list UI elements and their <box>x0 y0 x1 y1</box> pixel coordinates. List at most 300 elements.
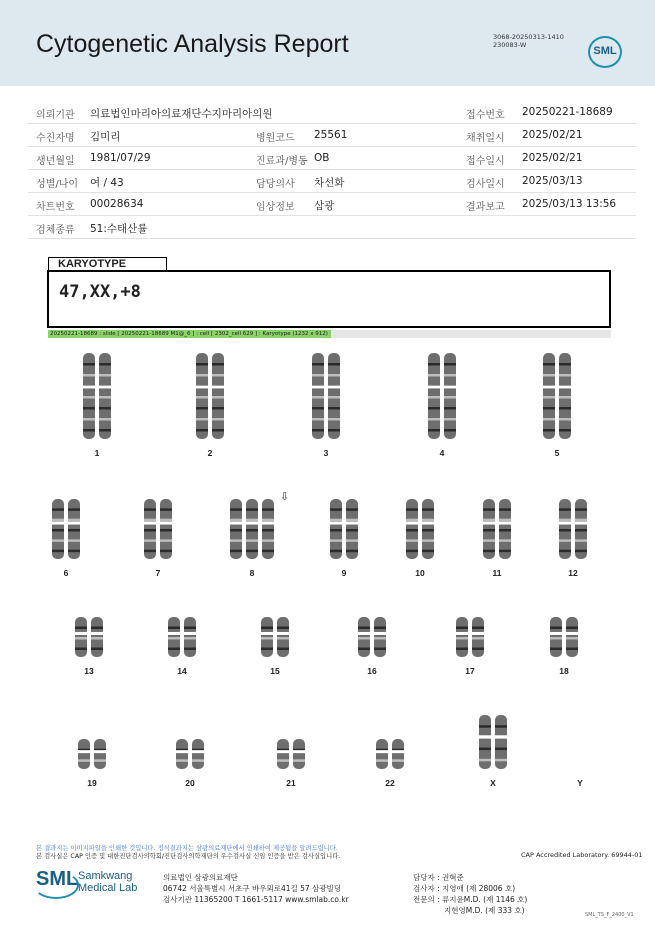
chromosome-pair-5 <box>541 352 573 440</box>
chromosome-band <box>444 429 456 432</box>
chromosome-band <box>422 529 434 532</box>
chromosome-band <box>444 363 456 366</box>
centromere <box>427 385 441 388</box>
chromosome-band <box>78 759 90 762</box>
centromere <box>574 522 588 525</box>
chromosome-band <box>312 407 324 410</box>
chromosome-band <box>472 627 484 630</box>
staff-line: 검사자 : 지영애 (제 28006 호) <box>413 884 516 893</box>
chromosome-band <box>99 396 111 399</box>
centromere <box>143 522 157 525</box>
chromosome-number: Y <box>577 778 583 788</box>
chromosome-band <box>428 407 440 410</box>
chromosome-band <box>212 429 224 432</box>
staff-line: 담당자 : 권혁준 <box>413 873 464 882</box>
chromosome-band <box>312 418 324 421</box>
centromere <box>183 632 197 635</box>
chromosome-band <box>483 519 495 522</box>
centromere <box>494 735 508 738</box>
report-header <box>0 0 655 86</box>
chromosome-band <box>196 418 208 421</box>
footer-note-print: 본 결과지는 이미지파일을 인쇄한 것입니다. 정식결과지는 삼광의료재단에서 인쇄하여 제공됨을 알려드립니다. <box>36 845 338 852</box>
centromere <box>191 750 205 753</box>
chromosome-band <box>91 648 103 651</box>
chromosome-band <box>196 407 208 410</box>
chromosome-band <box>559 363 571 366</box>
chromosome-band <box>346 508 358 511</box>
chromosome-band <box>575 508 587 511</box>
lab-address <box>163 872 349 905</box>
chromosome-band <box>499 539 511 542</box>
chromosome-band <box>559 407 571 410</box>
chromosome-number: 10 <box>415 568 425 578</box>
centromere <box>405 522 419 525</box>
chromosome-band <box>543 429 555 432</box>
label: 수진자명 <box>36 133 75 144</box>
chromosome-band <box>68 508 80 511</box>
chromosome-pair-18 <box>548 616 580 658</box>
chromosome-number: 15 <box>270 666 280 676</box>
chromosome-pair-13 <box>73 616 105 658</box>
centromere <box>311 385 325 388</box>
centromere <box>276 632 290 635</box>
chromosome-band <box>83 429 95 432</box>
chromosome-band <box>428 363 440 366</box>
chromosome-band <box>277 637 289 640</box>
footer-note-accreditation: 본 검사실은 CAP 인증 및 대한진단검사의학회/진단검사의학재단의 우수검사실 신임 인증을 받은 검사실입니다. <box>36 853 341 860</box>
chromosome-pair-16 <box>356 616 388 658</box>
label: 접수번호 <box>466 110 505 121</box>
centromere <box>478 735 492 738</box>
chromosome-band <box>160 550 172 553</box>
centromere <box>357 632 371 635</box>
chromosome-band <box>230 519 242 522</box>
report-title: Cytogenetic Analysis Report <box>36 30 349 58</box>
lab-staff <box>413 872 527 916</box>
value: 차선화 <box>314 177 345 189</box>
value: 김미리 <box>90 131 121 143</box>
chromosome-band <box>550 637 562 640</box>
chromosome-band <box>277 627 289 630</box>
chromosome-band <box>358 627 370 630</box>
chromosome-band <box>99 407 111 410</box>
chromosome-number: 14 <box>177 666 187 676</box>
chromosome-band <box>83 407 95 410</box>
chromosome-band <box>99 429 111 432</box>
chromosome-pair-20 <box>174 738 206 770</box>
staff-line: 전문의 : 류지윤M.D. (제 1146 호) <box>413 895 528 904</box>
centromere <box>391 750 405 753</box>
chromosome-band <box>472 637 484 640</box>
chromosome-band <box>550 648 562 651</box>
chromosome-band <box>68 519 80 522</box>
chromosome <box>293 739 305 769</box>
centromere <box>67 522 81 525</box>
chromosome-band <box>543 407 555 410</box>
chromosome-band <box>261 637 273 640</box>
chromosome-band <box>422 550 434 553</box>
chromosome-band <box>575 529 587 532</box>
chromosome-band <box>346 539 358 542</box>
value: OB <box>314 152 330 164</box>
chromosome-band <box>52 519 64 522</box>
chromosome-band <box>422 539 434 542</box>
chromosome-band <box>406 529 418 532</box>
chromosome-band <box>550 627 562 630</box>
chromosome-band <box>277 759 289 762</box>
report-code-2: 230083-W <box>493 41 527 49</box>
chromosome <box>277 739 289 769</box>
chromosome-band <box>168 627 180 630</box>
chromosome-band <box>428 429 440 432</box>
value: 2025/02/21 <box>522 129 583 141</box>
chromosome-number: 19 <box>87 778 97 788</box>
chromosome-band <box>499 508 511 511</box>
centromere <box>373 632 387 635</box>
centromere <box>159 522 173 525</box>
chromosome-band <box>312 363 324 366</box>
chromosome-pair-8 <box>228 498 276 560</box>
centromere <box>175 750 189 753</box>
chromosome-pair-9 <box>328 498 360 560</box>
chromosome-band <box>277 648 289 651</box>
centromere <box>260 632 274 635</box>
chromosome-band <box>428 396 440 399</box>
label: 검체종류 <box>36 225 75 236</box>
value: 삼광 <box>314 200 335 212</box>
chromosome-band <box>495 725 507 728</box>
chromosome-band <box>212 374 224 377</box>
chromosome-number: 5 <box>554 448 560 458</box>
chromosome-band <box>230 508 242 511</box>
centromere <box>261 522 275 525</box>
chromosome-band <box>196 429 208 432</box>
address-line: 06742 서울특별시 서초구 바우뫼로41길 57 삼광빌딩 <box>163 884 342 893</box>
centromere <box>558 522 572 525</box>
chromosome-band <box>575 539 587 542</box>
chromosome-band <box>479 748 491 751</box>
label: 진료과/병동 <box>256 156 308 167</box>
chromosome <box>376 739 388 769</box>
report-codes <box>493 33 564 49</box>
logo-text: SML <box>593 45 617 57</box>
chromosome-pair-4 <box>426 352 458 440</box>
centromere <box>375 750 389 753</box>
chromosome-band <box>144 519 156 522</box>
chromosome-band <box>346 519 358 522</box>
centromere <box>51 522 65 525</box>
chromosome-band <box>328 407 340 410</box>
centromere <box>542 385 556 388</box>
logo-name-1: Samkwang <box>78 870 133 882</box>
label: 생년월일 <box>36 156 75 167</box>
chromosome-band <box>479 759 491 762</box>
chromosome-pair-10 <box>404 498 436 560</box>
chromosome-band <box>246 508 258 511</box>
chromosome-band <box>374 637 386 640</box>
chromosome-number: 21 <box>286 778 296 788</box>
centromere <box>549 632 563 635</box>
label: 담당의사 <box>256 179 295 190</box>
karyotype-tab-label: KARYOTYPE <box>48 257 167 270</box>
centromere <box>229 522 243 525</box>
label: 병원코드 <box>256 133 295 144</box>
chromosome-band <box>99 418 111 421</box>
chromosome-band <box>483 539 495 542</box>
logo-name-2: Medical Lab <box>78 882 138 894</box>
chromosome-band <box>499 519 511 522</box>
chromosome-band <box>559 519 571 522</box>
info-row <box>28 100 636 124</box>
chromosome-band <box>261 648 273 651</box>
chromosome-band <box>406 508 418 511</box>
chromosome <box>392 739 404 769</box>
centromere <box>443 385 457 388</box>
chromosome-band <box>144 529 156 532</box>
chromosome-band <box>330 519 342 522</box>
chromosome-band <box>559 529 571 532</box>
chromosome-band <box>559 396 571 399</box>
chromosome-pair-17 <box>454 616 486 658</box>
value: 의료법인마리아의료재단수지마리아의원 <box>90 108 273 120</box>
chromosome-band <box>495 748 507 751</box>
chromosome-pair-3 <box>310 352 342 440</box>
centromere <box>498 522 512 525</box>
chromosome-band <box>75 648 87 651</box>
chromosome-band <box>196 363 208 366</box>
chromosome-band <box>543 418 555 421</box>
chromosome-band <box>262 519 274 522</box>
chromosome-band <box>495 759 507 762</box>
chromosome-number: 11 <box>492 568 502 578</box>
chromosome-band <box>212 396 224 399</box>
chromosome <box>192 739 204 769</box>
chromosome-pair-11 <box>481 498 513 560</box>
chromosome-band <box>559 550 571 553</box>
info-row <box>28 215 636 239</box>
label: 임상정보 <box>256 202 295 213</box>
chromosome <box>176 739 188 769</box>
centromere <box>329 522 343 525</box>
value: 20250221-18689 <box>522 106 613 118</box>
chromosome-band <box>196 396 208 399</box>
chromosome-band <box>428 374 440 377</box>
chromosome-band <box>83 363 95 366</box>
chromosome-band <box>230 529 242 532</box>
chromosome-band <box>456 627 468 630</box>
chromosome-pair-12 <box>557 498 589 560</box>
chromosome-band <box>406 539 418 542</box>
chromosome-number: X <box>490 778 496 788</box>
chromosome-band <box>168 648 180 651</box>
chromosome-band <box>479 725 491 728</box>
label: 차트번호 <box>36 202 75 213</box>
chromosome-pair-22 <box>374 738 406 770</box>
chromosome-band <box>99 374 111 377</box>
centromere <box>292 750 306 753</box>
chromosome-band <box>374 648 386 651</box>
chromosome-number: 6 <box>63 568 69 578</box>
chromosome-band <box>262 529 274 532</box>
centromere <box>167 632 181 635</box>
chromosome-band <box>543 374 555 377</box>
chromosome-band <box>374 627 386 630</box>
chromosome-pair-1 <box>81 352 113 440</box>
chromosome-band <box>406 519 418 522</box>
chromosome-band <box>75 627 87 630</box>
info-row <box>28 123 636 147</box>
chromosome-band <box>212 407 224 410</box>
chromosome-band <box>83 396 95 399</box>
label: 채취일시 <box>466 133 505 144</box>
chromosome-band <box>230 539 242 542</box>
chromosome-band <box>196 374 208 377</box>
logo-name <box>78 870 137 894</box>
centromere <box>345 522 359 525</box>
label: 검사일시 <box>466 179 505 190</box>
chromosome-band <box>422 519 434 522</box>
chromosome-pair-15 <box>259 616 291 658</box>
info-row <box>28 169 636 193</box>
centromere <box>558 385 572 388</box>
chromosome-band <box>330 539 342 542</box>
address-line: 검사기관 11365200 T 1661-5117 www.smlab.co.kr <box>163 895 349 904</box>
chromosome-band <box>212 418 224 421</box>
chromosome-band <box>566 648 578 651</box>
chromosome-number: 4 <box>439 448 445 458</box>
centromere <box>327 385 341 388</box>
chromosome-band <box>160 539 172 542</box>
chromosome-pair-14 <box>166 616 198 658</box>
chromosome-band <box>358 648 370 651</box>
chromosome-band <box>184 627 196 630</box>
centromere <box>565 632 579 635</box>
chromosome-band <box>262 550 274 553</box>
centromere <box>482 522 496 525</box>
chromosome-band <box>68 550 80 553</box>
chromosome-band <box>328 374 340 377</box>
chromosome-band <box>160 529 172 532</box>
chromosome-band <box>176 759 188 762</box>
chromosome-band <box>99 363 111 366</box>
chromosome-band <box>444 418 456 421</box>
cap-accreditation: CAP Accredited Laboratory. 69944-01 <box>521 851 643 859</box>
chromosome-band <box>52 550 64 553</box>
chromosome-band <box>328 429 340 432</box>
chromosome-band <box>499 550 511 553</box>
info-row <box>28 146 636 170</box>
chromosome-band <box>358 637 370 640</box>
chromosome-band <box>575 519 587 522</box>
chromosome-band <box>406 550 418 553</box>
chromosome-number: 18 <box>559 666 569 676</box>
chromosome-number: 20 <box>185 778 195 788</box>
chromosome-band <box>330 550 342 553</box>
chromosome-band <box>262 508 274 511</box>
chromosome-band <box>293 759 305 762</box>
value: 여 / 43 <box>90 177 124 189</box>
value: 00028634 <box>90 198 144 210</box>
value: 2025/03/13 <box>522 175 583 187</box>
label: 결과보고 <box>466 202 505 213</box>
chromosome-number: 12 <box>568 568 578 578</box>
centromere <box>245 522 259 525</box>
chromosome-band <box>246 550 258 553</box>
chromosome-band <box>192 759 204 762</box>
chromosome-number: 16 <box>367 666 377 676</box>
chromosome-band <box>83 418 95 421</box>
chromosome-band <box>559 508 571 511</box>
chromosome-band <box>392 759 404 762</box>
chromosome-band <box>472 648 484 651</box>
chromosome-band <box>456 648 468 651</box>
centromere <box>471 632 485 635</box>
centromere <box>276 750 290 753</box>
chromosome-band <box>212 363 224 366</box>
chromosome-band <box>483 529 495 532</box>
chromosome-band <box>559 429 571 432</box>
centromere <box>195 385 209 388</box>
chromosome-band <box>328 418 340 421</box>
karyotype-result-box <box>47 270 611 328</box>
chromosome-number: 9 <box>341 568 347 578</box>
address-line: 의료법인 삼광의료재단 <box>163 873 238 882</box>
chromosome-band <box>246 539 258 542</box>
chromosome-band <box>444 396 456 399</box>
centromere <box>211 385 225 388</box>
document-id: SML_TS_F_2400_V1 <box>585 912 634 918</box>
chromosome-band <box>428 418 440 421</box>
centromere <box>455 632 469 635</box>
chromosome-band <box>559 539 571 542</box>
chromosome-band <box>330 529 342 532</box>
chromosome-band <box>91 637 103 640</box>
chromosome-band <box>144 508 156 511</box>
chromosome-band <box>499 529 511 532</box>
chromosome-band <box>160 508 172 511</box>
centromere <box>90 632 104 635</box>
chromosome-number: 2 <box>207 448 213 458</box>
chromosome-band <box>83 374 95 377</box>
label: 의뢰기관 <box>36 110 75 121</box>
chromosome-pair-19 <box>76 738 108 770</box>
chromosome-pair-21 <box>275 738 307 770</box>
chromosome-band <box>543 363 555 366</box>
centromere <box>93 750 107 753</box>
chromosome-band <box>68 529 80 532</box>
label: 접수일시 <box>466 156 505 167</box>
chromosome-band <box>312 429 324 432</box>
chromosome-band <box>566 627 578 630</box>
centromere <box>421 522 435 525</box>
chromosome-band <box>376 759 388 762</box>
chromosome-band <box>346 529 358 532</box>
centromere <box>98 385 112 388</box>
chromosome-band <box>559 374 571 377</box>
chromosome-band <box>328 363 340 366</box>
chromosome-band <box>566 637 578 640</box>
logo-mark: SML <box>36 868 79 890</box>
chromosome-band <box>68 539 80 542</box>
centromere <box>82 385 96 388</box>
chromosome-number: 8 <box>249 568 255 578</box>
chromosome-band <box>144 539 156 542</box>
info-row <box>28 192 636 216</box>
report-code-1: 3068-20250313-1410 <box>493 33 564 41</box>
chromosome-band <box>52 508 64 511</box>
value: 1981/07/29 <box>90 152 151 164</box>
chromosome-pair-X <box>477 714 509 770</box>
